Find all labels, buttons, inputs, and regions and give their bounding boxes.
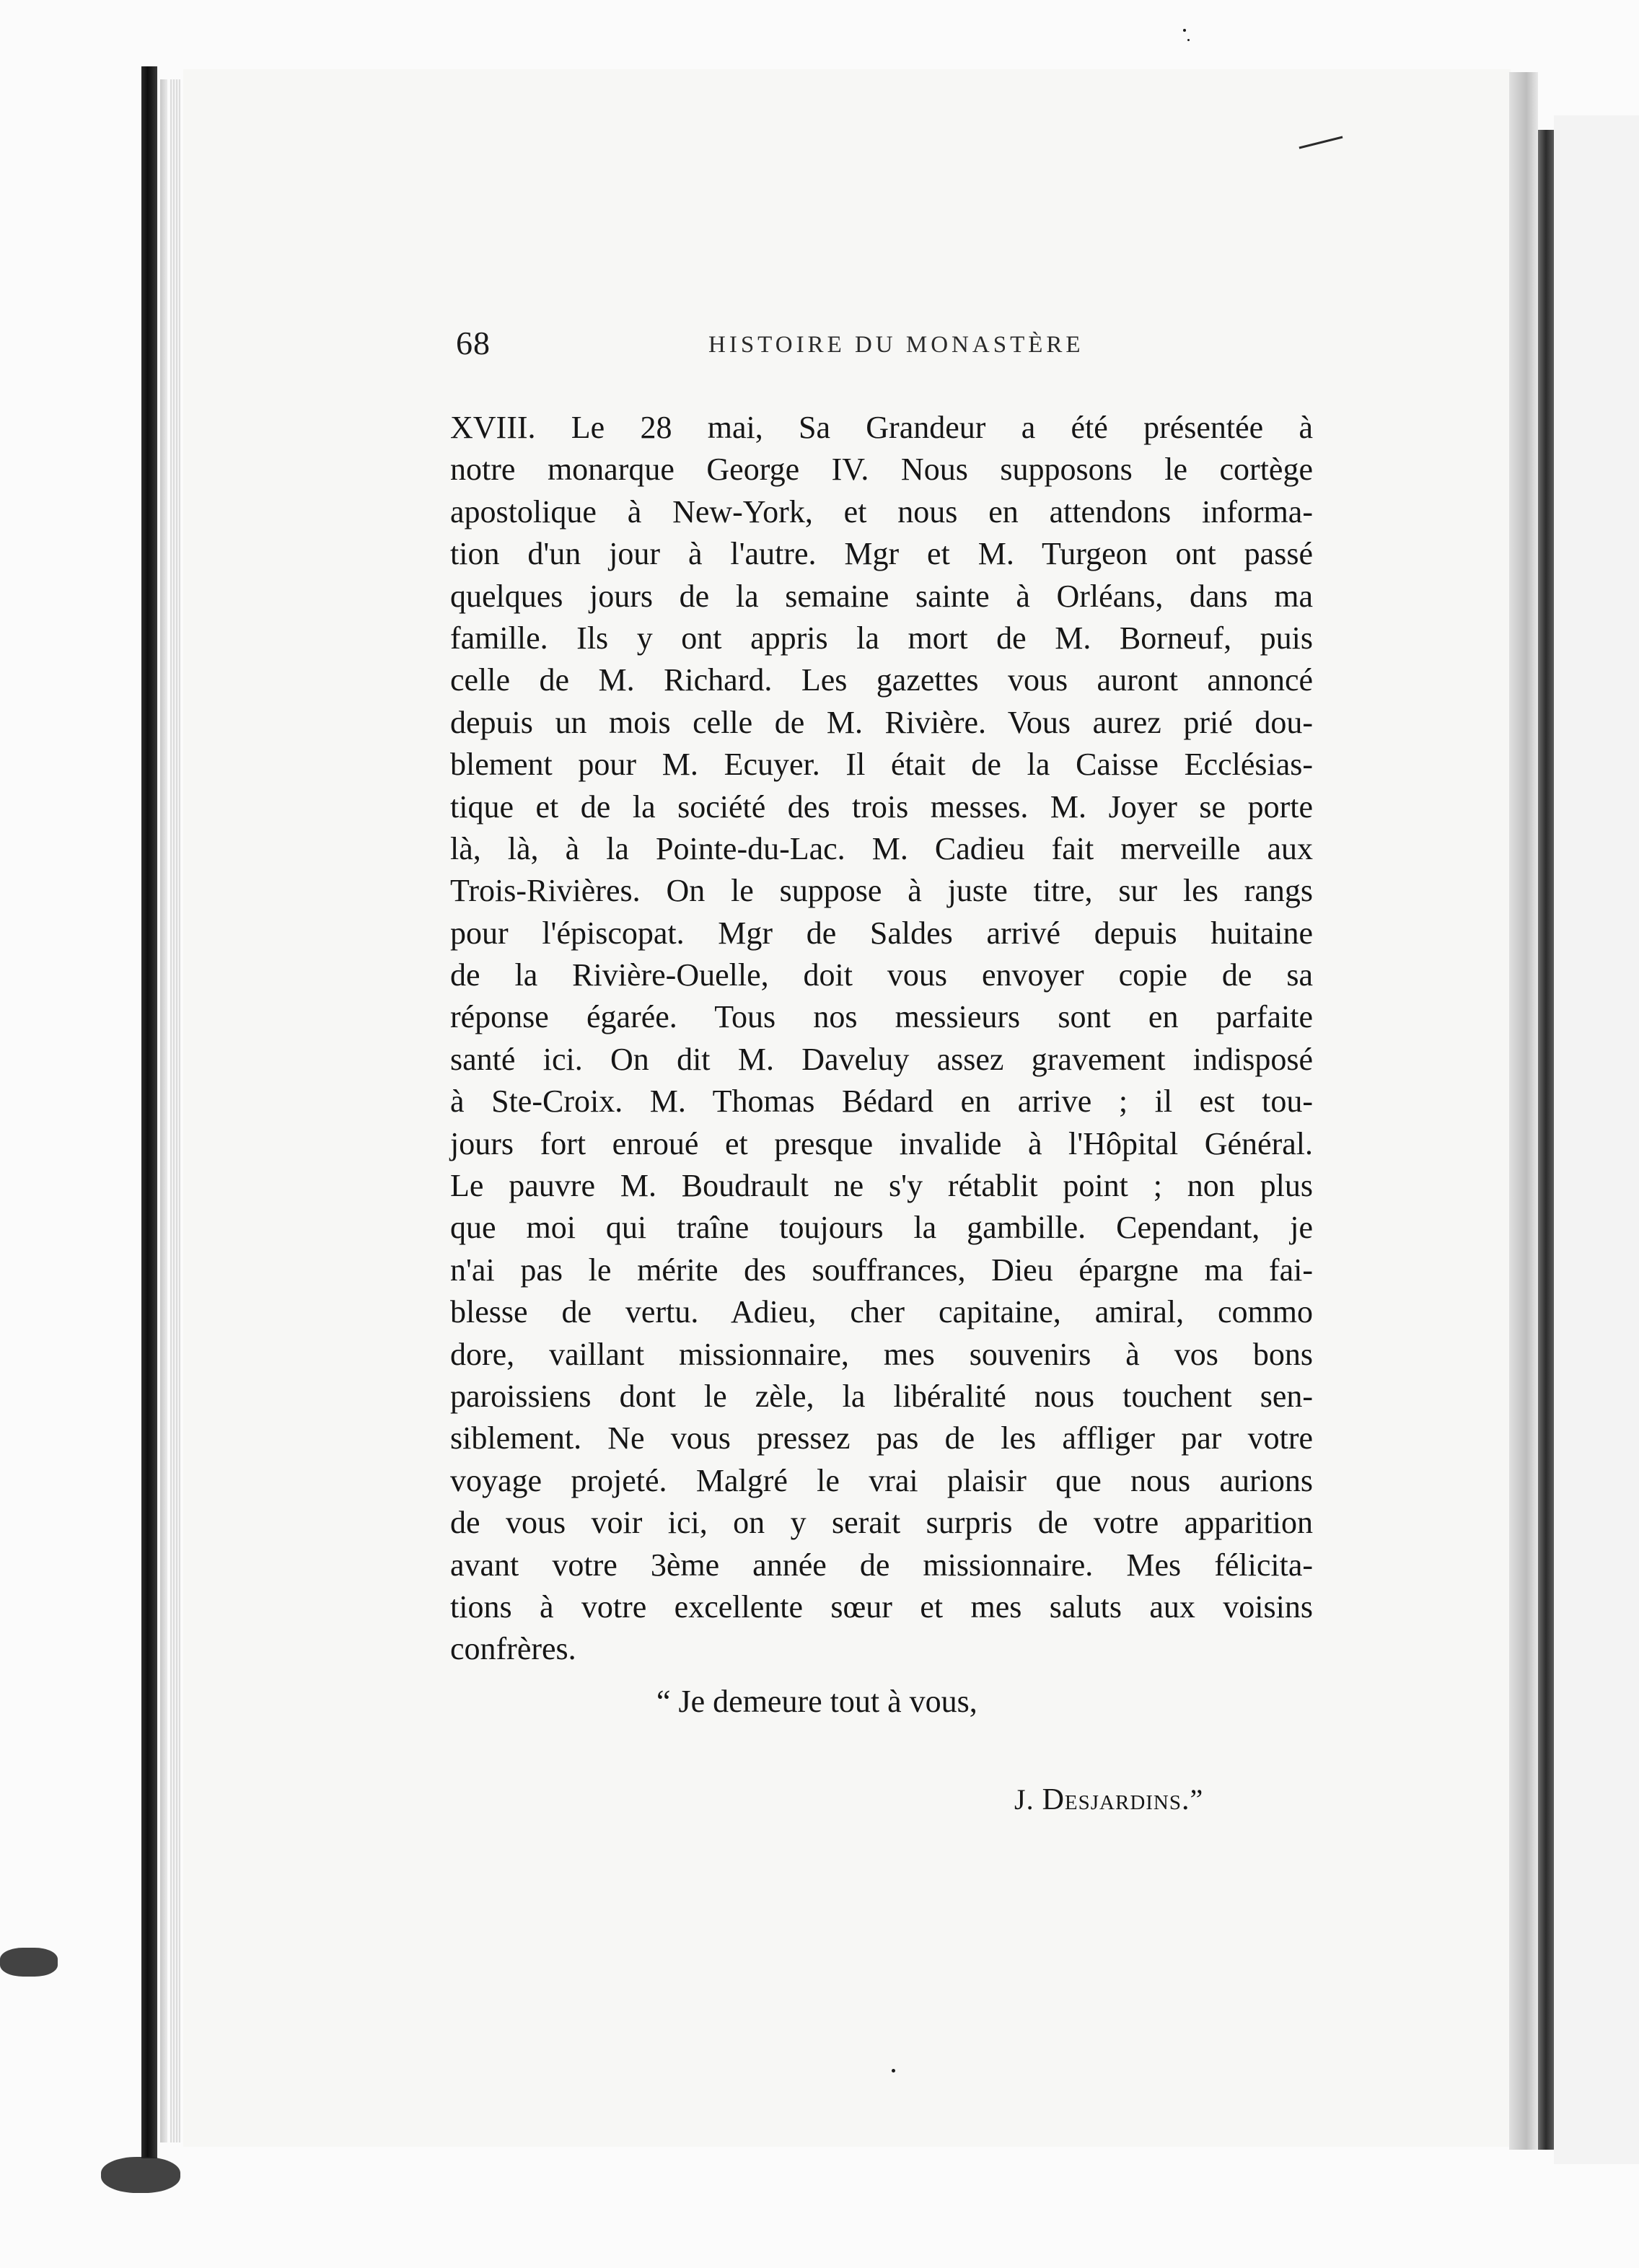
- signature-name: Desjardins.: [1042, 1783, 1190, 1816]
- right-page-edge: [1509, 72, 1538, 2150]
- text-line: depuis un mois celle de M. Rivière. Vous aurez prié dou-: [450, 704, 1313, 740]
- running-head: HISTOIRE DU MONASTÈRE: [708, 332, 1084, 358]
- signature-initial: J.: [1014, 1783, 1042, 1816]
- text-line: avant votre 3ème année de missionnaire. Mes félicita-: [450, 1547, 1313, 1583]
- text-line: tique et de la société des trois messes. M. Joyer se porte: [450, 788, 1313, 825]
- text-line: tions à votre excellente sœur et mes saluts aux voisins: [450, 1588, 1313, 1625]
- page-header: [456, 322, 1337, 365]
- signature: [1014, 1779, 1203, 1821]
- dust-speck: [1187, 39, 1190, 41]
- text-line: siblement. Ne vous pressez pas de les affliger par votre: [450, 1420, 1313, 1456]
- page-stack-edges: [170, 79, 180, 2142]
- text-line: Le pauvre M. Boudrault ne s'y rétablit point ; non plus: [450, 1168, 1313, 1204]
- text-line: jours fort enroué et presque invalide à l'Hôpital Général.: [450, 1125, 1313, 1161]
- text-line: à Ste-Croix. M. Thomas Bédard en arrive ; il est tou-: [450, 1084, 1313, 1120]
- scan-blot: [0, 1948, 58, 1977]
- book-spine-shadow: [141, 66, 157, 2158]
- text-line: blement pour M. Ecuyer. Il était de la Caisse Ecclésias-: [450, 747, 1313, 783]
- text-line: XVIII. Le 28 mai, Sa Grandeur a été présentée à: [450, 410, 1313, 445]
- text-line: que moi qui traîne toujours la gambille. Cependant, je: [450, 1210, 1313, 1246]
- text-line: confrères.: [450, 1631, 576, 1667]
- text-line: pour l'épiscopat. Mgr de Saldes arrivé depuis huitaine: [450, 915, 1313, 951]
- text-line: famille. Ils y ont appris la mort de M. Borneuf, puis: [450, 620, 1313, 656]
- text-line: santé ici. On dit M. Daveluy assez gravement indisposé: [450, 1041, 1313, 1077]
- signature-quote: ”: [1190, 1783, 1204, 1816]
- binding-edge: [160, 79, 167, 2142]
- text-line: celle de M. Richard. Les gazettes vous auront annoncé: [450, 662, 1313, 698]
- text-line: dore, vaillant missionnaire, mes souvenirs à vos bons: [450, 1336, 1313, 1372]
- text-line: Trois-Rivières. On le suppose à juste titre, sur les rangs: [450, 873, 1313, 909]
- letter-body: [450, 407, 1313, 1671]
- page-number: 68: [456, 325, 491, 361]
- text-line: paroissiens dont le zèle, la libéralité nous touchent sen-: [450, 1378, 1313, 1414]
- dust-speck: [892, 2069, 895, 2073]
- dust-speck: [1183, 29, 1186, 32]
- text-line: n'ai pas le mérite des souffrances, Dieu épargne ma fai-: [450, 1252, 1313, 1288]
- text-line: là, là, à la Pointe-du-Lac. M. Cadieu fait merveille aux: [450, 830, 1313, 866]
- text-line: quelques jours de la semaine sainte à Orléans, dans ma: [450, 578, 1313, 614]
- text-line: voyage projeté. Malgré le vrai plaisir que nous aurions: [450, 1462, 1313, 1498]
- scan-blot: [101, 2157, 180, 2193]
- text-line: notre monarque George IV. Nous supposons le cortège: [450, 452, 1313, 488]
- right-gutter-shadow: [1538, 130, 1554, 2150]
- text-line: apostolique à New-York, et nous en attendons informa-: [450, 493, 1313, 529]
- text-line: réponse égarée. Tous nos messieurs sont en parfaite: [450, 999, 1313, 1035]
- right-scan-margin: [1554, 115, 1639, 2164]
- text-line: tion d'un jour à l'autre. Mgr et M. Turgeon ont passé: [450, 536, 1313, 572]
- closing-phrase: “ Je demeure tout à vous,: [656, 1684, 977, 1719]
- text-line: de la Rivière-Ouelle, doit vous envoyer copie de sa: [450, 957, 1313, 993]
- text-line: de vous voir ici, on y serait surpris de votre apparition: [450, 1505, 1313, 1541]
- text-line: blesse de vertu. Adieu, cher capitaine, amiral, commo: [450, 1294, 1313, 1330]
